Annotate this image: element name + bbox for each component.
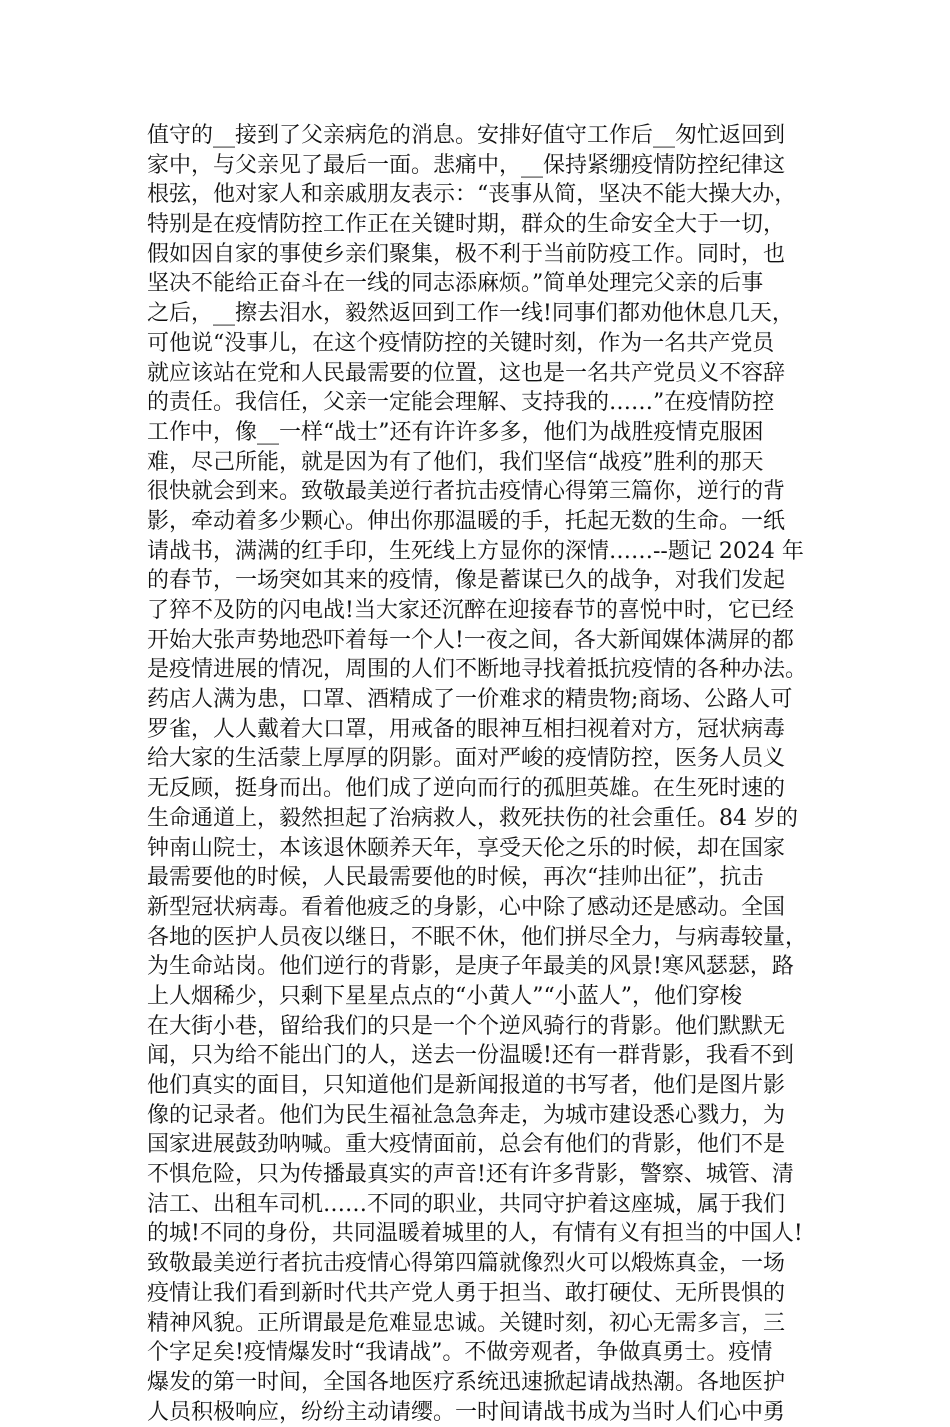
text-line: 洁工、出租车司机……不同的职业，共同守护着这座城，属于我们 (147, 1191, 786, 1217)
text-line: 之后，__擦去泪水，毅然返回到工作一线!同事们都劝他休息几天， (147, 301, 794, 327)
text-line: 不惧危险，只为传播最真实的声音!还有许多背影，警察、城管、清 (147, 1162, 794, 1188)
text-line: 罗雀，人人戴着大口罩，用戒备的眼神互相扫视着对方，冠状病毒 (147, 716, 786, 742)
text-line: 国家进展鼓劲呐喊。重大疫情面前，总会有他们的背影，他们不是 (147, 1132, 786, 1158)
text-line: 爆发的第一时间，全国各地医疗系统迅速掀起请战热潮。各地医护 (147, 1369, 786, 1395)
text-line: 请战书，满满的红手印，生死线上方显你的深情……--题记 2024 年 (147, 538, 804, 564)
text-line: 值守的__接到了父亲病危的消息。安排好值守工作后__匆忙返回到 (147, 123, 786, 148)
text-line: 闻，只为给不能出门的人，送去一份温暖!还有一群背影，我看不到 (147, 1043, 794, 1069)
text-line: 精神风貌。正所谓最是危难显忠诚。关键时刻，初心无需多言，三 (147, 1310, 786, 1336)
text-line: 很快就会到来。致敬最美逆行者抗击疫情心得第三篇你，逆行的背 (147, 479, 786, 505)
text-line: 给大家的生活蒙上厚厚的阴影。面对严峻的疫情防控，医务人员义 (147, 746, 786, 772)
text-line: 假如因自家的事使乡亲们聚集，极不利于当前防疫工作。同时，也 (147, 241, 786, 267)
text-line: 开始大张声势地恐吓着每一个人!一夜之间，各大新闻媒体满屏的都 (147, 627, 794, 653)
text-line: 了猝不及防的闪电战!当大家还沉醉在迎接春节的喜悦中时，它已经 (147, 598, 794, 623)
text-line: 钟南山院士，本该退休颐养天年，享受天伦之乐的时候，却在国家 (147, 835, 786, 861)
text-line: 他们真实的面目，只知道他们是新闻报道的书写者，他们是图片影 (147, 1073, 786, 1098)
text-line: 药店人满为患，口罩、酒精成了一价难求的精贵物;商场、公路人可 (147, 687, 793, 713)
text-line: 是疫情进展的情况，周围的人们不断地寻找着抵抗疫情的各种办法。 (147, 657, 808, 683)
text-line: 影，牵动着多少颗心。伸出你那温暖的手，托起无数的生命。一纸 (147, 508, 786, 534)
text-line: 无反顾，挺身而出。他们成了逆向而行的孤胆英雄。在生死时速的 (147, 776, 786, 802)
text-line: 人员积极响应，纷纷主动请缨。一时间请战书成为当时人们心中勇 (147, 1399, 786, 1425)
text-line: 上人烟稀少，只剩下星星点点的“小黄人”“小蓝人”，他们穿梭 (147, 983, 742, 1009)
text-line: 在大街小巷，留给我们的只是一个个逆风骑行的背影。他们默默无 (147, 1013, 786, 1039)
text-line: 坚决不能给正奋斗在一线的同志添麻烦。”简单处理完父亲的后事 (147, 271, 764, 297)
text-line: 生命通道上，毅然担起了治病救人，救死扶伤的社会重任。84 岁的 (147, 805, 798, 831)
text-line: 难，尽己所能，就是因为有了他们，我们坚信“战疫”胜利的那天 (147, 449, 764, 475)
text-line: 最需要他的时候，人民最需要他的时候，再次“挂帅出征”，抗击 (147, 865, 764, 891)
text-line: 的责任。我信任，父亲一定能会理解、支持我的……”在疫情防控 (147, 390, 775, 416)
text-line: 像的记录者。他们为民生福祉急急奔走，为城市建设悉心戮力，为 (147, 1102, 786, 1128)
text-line: 新型冠状病毒。看着他疲乏的身影，心中除了感动还是感动。全国 (147, 894, 786, 920)
text-line: 致敬最美逆行者抗击疫情心得第四篇就像烈火可以煅炼真金，一场 (147, 1251, 786, 1277)
text-line: 的城!不同的身份，共同温暖着城里的人，有情有义有担当的中国人! (147, 1221, 803, 1247)
text-line: 特别是在疫情防控工作正在关键时期，群众的生命安全大于一切， (147, 212, 786, 238)
body-text (147, 121, 847, 1427)
text-line: 根弦，他对家人和亲戚朋友表示：“丧事从简，坚决不能大操大办， (147, 182, 797, 208)
text-line: 疫情让我们看到新时代共产党人勇于担当、敢打硬仗、无所畏惧的 (147, 1280, 786, 1306)
text-line: 各地的医护人员夜以继日，不眠不休，他们拼尽全力，与病毒较量， (147, 924, 808, 950)
text-line: 家中，与父亲见了最后一面。悲痛中，__保持紧绷疫情防控纪律这 (147, 152, 786, 178)
text-line: 的春节，一场突如其来的疫情，像是蓄谋已久的战争，对我们发起 (147, 568, 786, 594)
text-line: 个字足矣!疫情爆发时“我请战”。不做旁观者，争做真勇士。疫情 (147, 1340, 773, 1366)
text-line: 工作中，像__一样“战士”还有许许多多，他们为战胜疫情克服困 (147, 419, 764, 445)
text-line: 就应该站在党和人民最需要的位置，这也是一名共产党员义不容辞 (147, 360, 786, 386)
text-line: 可他说“没事儿，在这个疫情防控的关键时刻，作为一名共产党员 (147, 330, 775, 356)
text-line: 为生命站岗。他们逆行的背影，是庚子年最美的风景!寒风瑟瑟，路 (147, 954, 794, 980)
